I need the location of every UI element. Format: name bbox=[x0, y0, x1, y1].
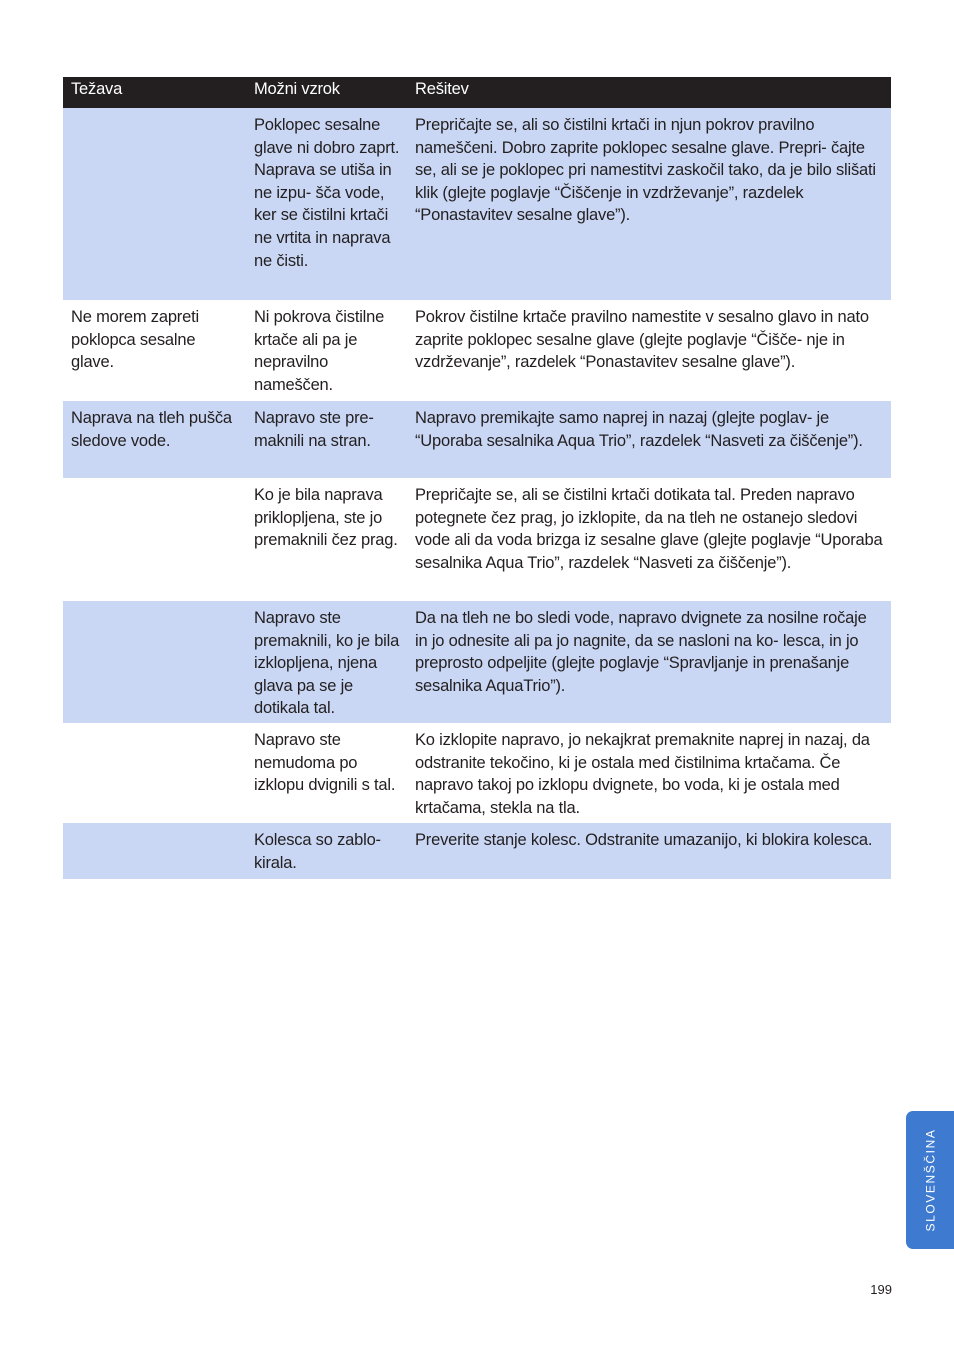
solution-cell: Preverite stanje kolesc. Odstranite umazanijo, ki blokira kolesca. bbox=[415, 831, 873, 849]
solution-cell: Ko izklopite napravo, jo nekajkrat premaknite naprej in nazaj, da odstranite tekočino, ki je ostala med čistilnima krtačama. Če napravo takoj po izklopu dvignete, bo voda, ki je ostala med krtačama, stekla na tla. bbox=[415, 731, 870, 817]
problem-cell: Ne morem zapreti poklopca sesalne glave. bbox=[71, 308, 199, 372]
solution-cell: Pokrov čistilne krtače pravilno namestite v sesalno glavo in nato zaprite poklopec sesalne glave (glejte poglavje “Čišče- nje in vzdrževanje”, razdelek “Ponastavitev sesalne glave”). bbox=[415, 308, 869, 372]
header-solution: Rešitev bbox=[415, 80, 469, 98]
language-label: SLOVENŠČINA bbox=[923, 1128, 937, 1232]
solution-cell: Da na tleh ne bo sledi vode, napravo dvignete za nosilne ročaje in jo odnesite ali pa jo nagnite, da se nasloni na ko- lesca, in jo preprosto odpeljite (glejte poglavje “Spravljanje in prenašanje sesalnika AquaTrio”). bbox=[415, 609, 867, 695]
table-header bbox=[63, 77, 891, 108]
cause-cell: Poklopec sesalne glave ni dobro zaprt. Naprava se utiša in ne izpu- šča vode, ker se čistilni krtači ne vrtita in naprava ne čisti. bbox=[254, 116, 400, 270]
table-row bbox=[63, 723, 891, 823]
problem-cell bbox=[63, 823, 246, 879]
cause-cell: Napravo ste nemudoma po izklopu dvignili s tal. bbox=[254, 731, 396, 795]
cause-cell: Ni pokrova čistilne krtače ali pa je nepravilno nameščen. bbox=[254, 308, 385, 394]
header-cause: Možni vzrok bbox=[254, 80, 340, 98]
problem-cell bbox=[63, 601, 246, 723]
problem-cell bbox=[63, 108, 246, 300]
cause-cell: Kolesca so zablo- kirala. bbox=[254, 831, 381, 872]
solution-cell: Napravo premikajte samo naprej in nazaj (glejte poglav- je “Uporaba sesalnika Aqua Trio”, razdelek “Nasveti za čiščenje”). bbox=[415, 409, 863, 450]
problem-cell bbox=[63, 478, 246, 601]
solution-cell: Prepričajte se, ali so čistilni krtači in njun pokrov pravilno nameščeni. Dobro zaprite poklopec sesalne glave. Prepri- čajte se, ali se je poklopec pri namestitvi zaskočil tako, da je bilo slišati klik (glejte poglavje “Čiščenje in vzdrževanje”, razdelek “Ponastavitev sesalne glave”). bbox=[415, 116, 876, 225]
header-problem: Težava bbox=[71, 80, 123, 98]
table-row bbox=[63, 300, 891, 401]
table-row bbox=[63, 478, 891, 601]
table-row bbox=[63, 401, 891, 478]
table-row bbox=[63, 108, 891, 300]
problem-cell bbox=[63, 723, 246, 823]
cause-cell: Napravo ste pre- maknili na stran. bbox=[254, 409, 374, 450]
problem-cell: Naprava na tleh pušča sledove vode. bbox=[71, 409, 232, 450]
cause-cell: Ko je bila naprava priklopljena, ste jo premaknili čez prag. bbox=[254, 486, 398, 550]
table-row bbox=[63, 601, 891, 723]
troubleshooting-table bbox=[63, 77, 891, 879]
cause-cell: Napravo ste premaknili, ko je bila izklopljena, njena glava pa se je dotikala tal. bbox=[254, 609, 400, 718]
solution-cell: Prepričajte se, ali se čistilni krtači dotikata tal. Preden napravo potegnete čez prag, jo izklopite, da na tleh ne ostanejo sledovi vode ali da voda brizga iz sesalne glave (glejte poglavje “Uporaba sesalnika Aqua Trio”, razdelek “Nasveti za čiščenje”). bbox=[415, 486, 883, 572]
table-row bbox=[63, 823, 891, 879]
page-number: 199 bbox=[870, 1282, 892, 1297]
language-tab bbox=[906, 1111, 954, 1249]
